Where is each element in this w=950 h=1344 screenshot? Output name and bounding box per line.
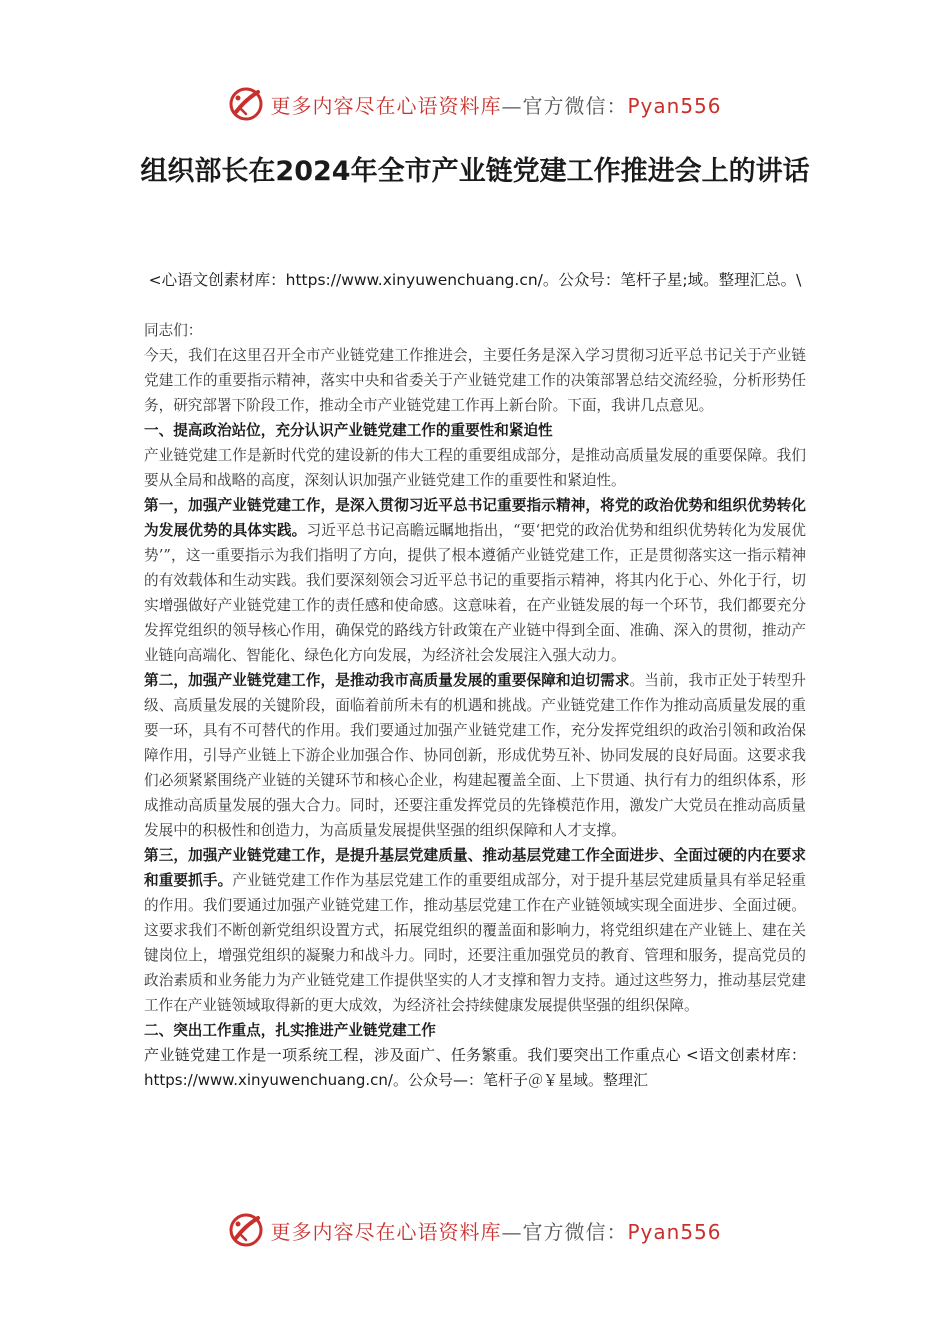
banner-wx-label: 官方微信：: [522, 1219, 628, 1244]
brush-logo-icon: [228, 86, 264, 122]
banner-wx-id: Pyan556: [627, 93, 722, 118]
section-1-heading: 一、提高政治站位，充分认识产业链党建工作的重要性和紧迫性: [144, 422, 553, 439]
point-1-paragraph: [144, 493, 806, 668]
point-2-body: 。当前，我市正处于转型升级、高质量发展的关键阶段，面临着前所未有的机遇和挑战。产业链党建工作作为推动高质量发展的重要一环，具有不可替代的作用。我们要通过加强产业链党建工作，充分发挥党组织的政治引领和政治保障作用，引导产业链上下游企业加强合作、协同创新，形成优势互补、协同发展的良好局面。这要求我们必须紧紧围绕产业链的关键环节和核心企业，构建起覆盖全面、上下贯通、执行有力的组织体系，形成推动高质量发展的强大合力。同时，还要注重发挥党员的先锋模范作用，激发广大党员在推动高质量发展中的积极性和创造力，为高质量发展提供坚强的组织保障和人才支撑。: [144, 672, 806, 839]
document-title: 组织部长在2024年全市产业链党建工作推进会上的讲话: [140, 156, 810, 187]
source-line: <心语文创素材库：https://www.xinyuwenchuang.cn/。公众号：笔杆子星;域。整理汇总。\: [148, 271, 802, 289]
banner-wx-label: 官方微信：: [522, 93, 628, 118]
document-body: [144, 318, 806, 1093]
watermark-banner-bottom: [0, 1208, 950, 1252]
brush-logo-icon: [228, 1212, 264, 1248]
banner-text: 更多内容尽在心语资料库: [270, 1219, 502, 1244]
point-1-body: 习近平总书记高瞻远瞩地指出，“要‘把党的政治优势和组织优势转化为发展优势’”，这一重要指示为我们指明了方向，提供了根本遵循产业链党建工作，正是贯彻落实这一指示精神的有效载体和生动实践。我们要深刻领会习近平总书记的重要指示精神，将其内化于心、外化于行，切实增强做好产业链党建工作的责任感和使命感。这意味着，在产业链发展的每一个环节，我们都要充分发挥党组织的领导核心作用，确保党的路线方针政策在产业链中得到全面、准确、深入的贯彻，推动产业链向高端化、智能化、绿色化方向发展，为经济社会发展注入强大动力。: [144, 522, 806, 664]
salutation: 同志们：: [144, 322, 203, 339]
watermark-banner-top: [0, 82, 950, 126]
section-2-heading: 二、突出工作重点，扎实推进产业链党建工作: [144, 1022, 436, 1039]
point-1-lead: 第一，加强产业链党建工作，是深入贯彻习近平总书记重要指示精神，将党的政治优势和组织优势转化为发展优势的具体实践。: [144, 497, 806, 539]
point-2-paragraph: [144, 668, 806, 843]
banner-wx-id: Pyan556: [627, 1219, 722, 1244]
point-3-paragraph: [144, 843, 806, 1018]
point-3-body: 产业链党建工作作为基层党建工作的重要组成部分，对于提升基层党建质量具有举足轻重的作用。我们要通过加强产业链党建工作，推动基层党建工作在产业链领域实现全面进步、全面过硬。这要求我们不断创新党组织设置方式，拓展党组织的覆盖面和影响力，将党组织建在产业链上、建在关键岗位上，增强党组织的凝聚力和战斗力。同时，还要注重加强党员的教育、管理和服务，提高党员的政治素质和业务能力为产业链党建工作提供坚实的人才支撑和智力支持。通过这些努力，推动基层党建工作在产业链领域取得新的更大成效，为经济社会持续健康发展提供坚强的组织保障。: [144, 872, 806, 1014]
banner-text: 更多内容尽在心语资料库: [270, 93, 502, 118]
point-2-lead: 第二，加强产业链党建工作，是推动我市高质量发展的重要保障和迫切需求: [144, 672, 630, 689]
point-3-lead: 第三，加强产业链党建工作，是提升基层党建质量、推动基层党建工作全面进步、全面过硬的内在要求和重要抓手。: [144, 847, 806, 889]
banner-dash: —: [501, 93, 523, 118]
section-2-intro: 产业链党建工作是一项系统工程，涉及面广、任务繁重。我们要突出工作重点心 <语文创素材库：https://www.xinyuwenchuang.cn/。公众号—：笔杆子＠￥星域。整理汇: [144, 1046, 806, 1089]
section-1-intro: 产业链党建工作是新时代党的建设新的伟大工程的重要组成部分，是推动高质量发展的重要保障。我们要从全局和战略的高度，深刻认识加强产业链党建工作的重要性和紧迫性。: [144, 447, 806, 489]
intro-paragraph: 今天，我们在这里召开全市产业链党建工作推进会，主要任务是深入学习贯彻习近平总书记关于产业链党建工作的重要指示精神，落实中央和省委关于产业链党建工作的决策部署总结交流经验，分析形势任务，研究部署下阶段工作，推动全市产业链党建工作再上新台阶。下面，我讲几点意见。: [144, 347, 806, 414]
banner-dash: —: [501, 1219, 523, 1244]
